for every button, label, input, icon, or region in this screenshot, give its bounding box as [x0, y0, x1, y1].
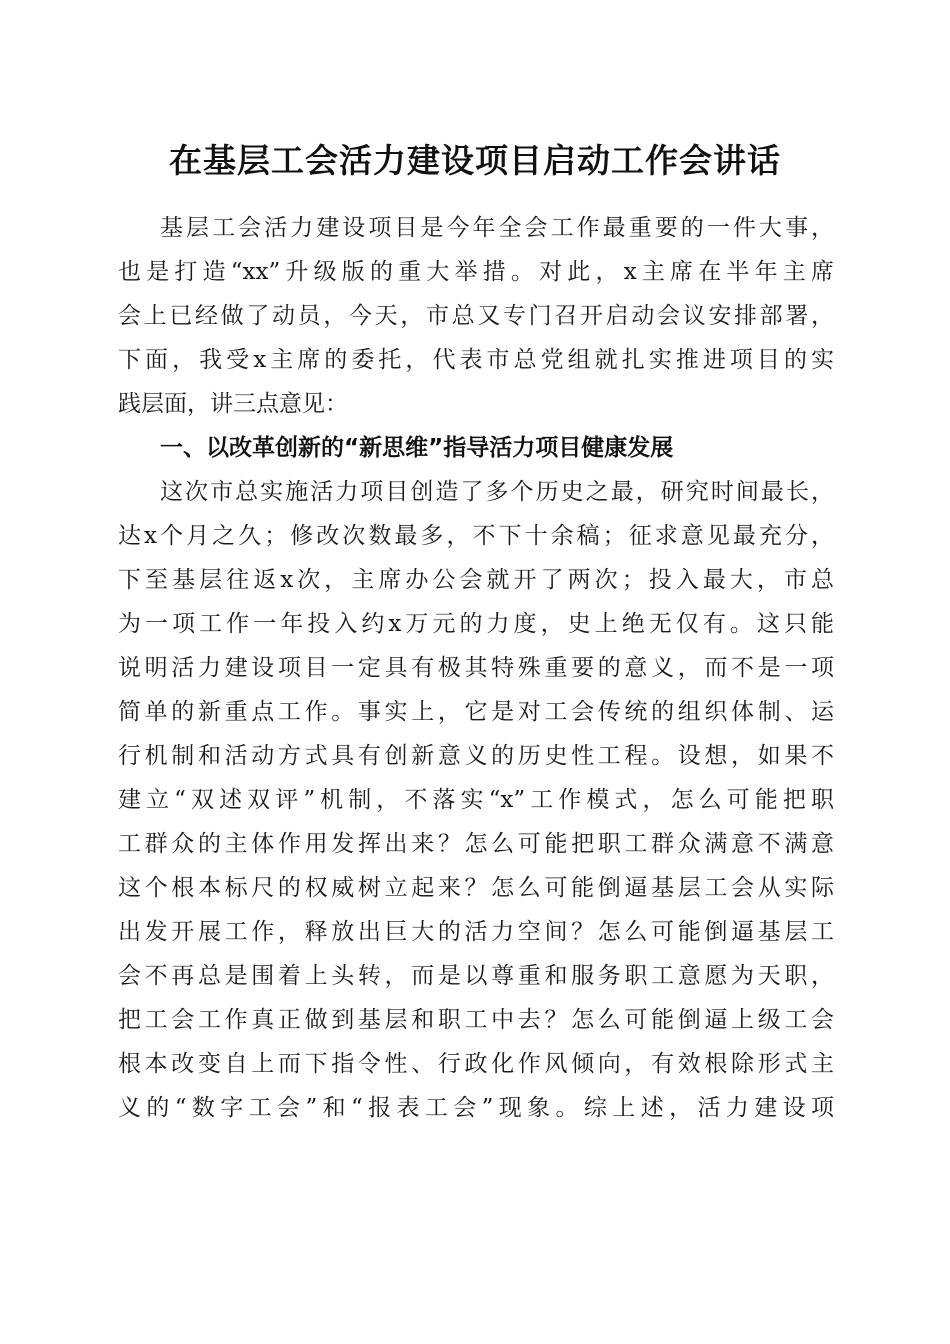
body-line: 行机制和活动方式具有创新意义的历史性工程。设想，如果不 — [118, 743, 834, 769]
intro-line: 会上已经做了动员，今天，市总又专门召开启动会议安排部署， — [118, 303, 834, 329]
body-line: 建立“双述双评”机制，不落实“x”工作模式，怎么可能把职 — [118, 787, 834, 813]
body-line: 为一项工作一年投入约x万元的力度，史上绝无仅有。这只能 — [118, 611, 834, 637]
body-line: 这次市总实施活力项目创造了多个历史之最，研究时间最长， — [160, 479, 834, 505]
body-line: 达x个月之久；修改次数最多，不下十余稿；征求意见最充分， — [118, 523, 834, 549]
body-line: 会不再总是围着上头转，而是以尊重和服务职工意愿为天职， — [118, 963, 834, 989]
body-line: 义的“数字工会”和“报表工会”现象。综上述，活力建设项 — [118, 1095, 834, 1121]
document-title: 在基层工会活力建设项目启动工作会讲话 — [169, 141, 781, 180]
section-heading-1: 一、以改革创新的“新思维”指导活力项目健康发展 — [160, 435, 674, 461]
body-line: 工群众的主体作用发挥出来？怎么可能把职工群众满意不满意 — [118, 831, 834, 857]
intro-line: 也是打造“xx”升级版的重大举措。对此，x主席在半年主席 — [118, 259, 834, 285]
intro-line: 基层工会活力建设项目是今年全会工作最重要的一件大事， — [160, 215, 834, 241]
body-line: 根本改变自上而下指令性、行政化作风倾向，有效根除形式主 — [118, 1051, 834, 1077]
body-line: 出发开展工作，释放出巨大的活力空间？怎么可能倒逼基层工 — [118, 919, 834, 945]
body-line: 说明活力建设项目一定具有极其特殊重要的意义，而不是一项 — [118, 655, 834, 681]
intro-line: 下面，我受x主席的委托，代表市总党组就扎实推进项目的实 — [118, 347, 834, 373]
body-line: 简单的新重点工作。事实上，它是对工会传统的组织体制、运 — [118, 699, 834, 725]
intro-line: 践层面，讲三点意见： — [118, 391, 348, 417]
body-line: 下至基层往返x次，主席办公会就开了两次；投入最大，市总 — [118, 567, 834, 593]
body-line: 把工会工作真正做到基层和职工中去？怎么可能倒逼上级工会 — [118, 1007, 834, 1033]
body-line: 这个根本标尺的权威树立起来？怎么可能倒逼基层工会从实际 — [118, 875, 834, 901]
